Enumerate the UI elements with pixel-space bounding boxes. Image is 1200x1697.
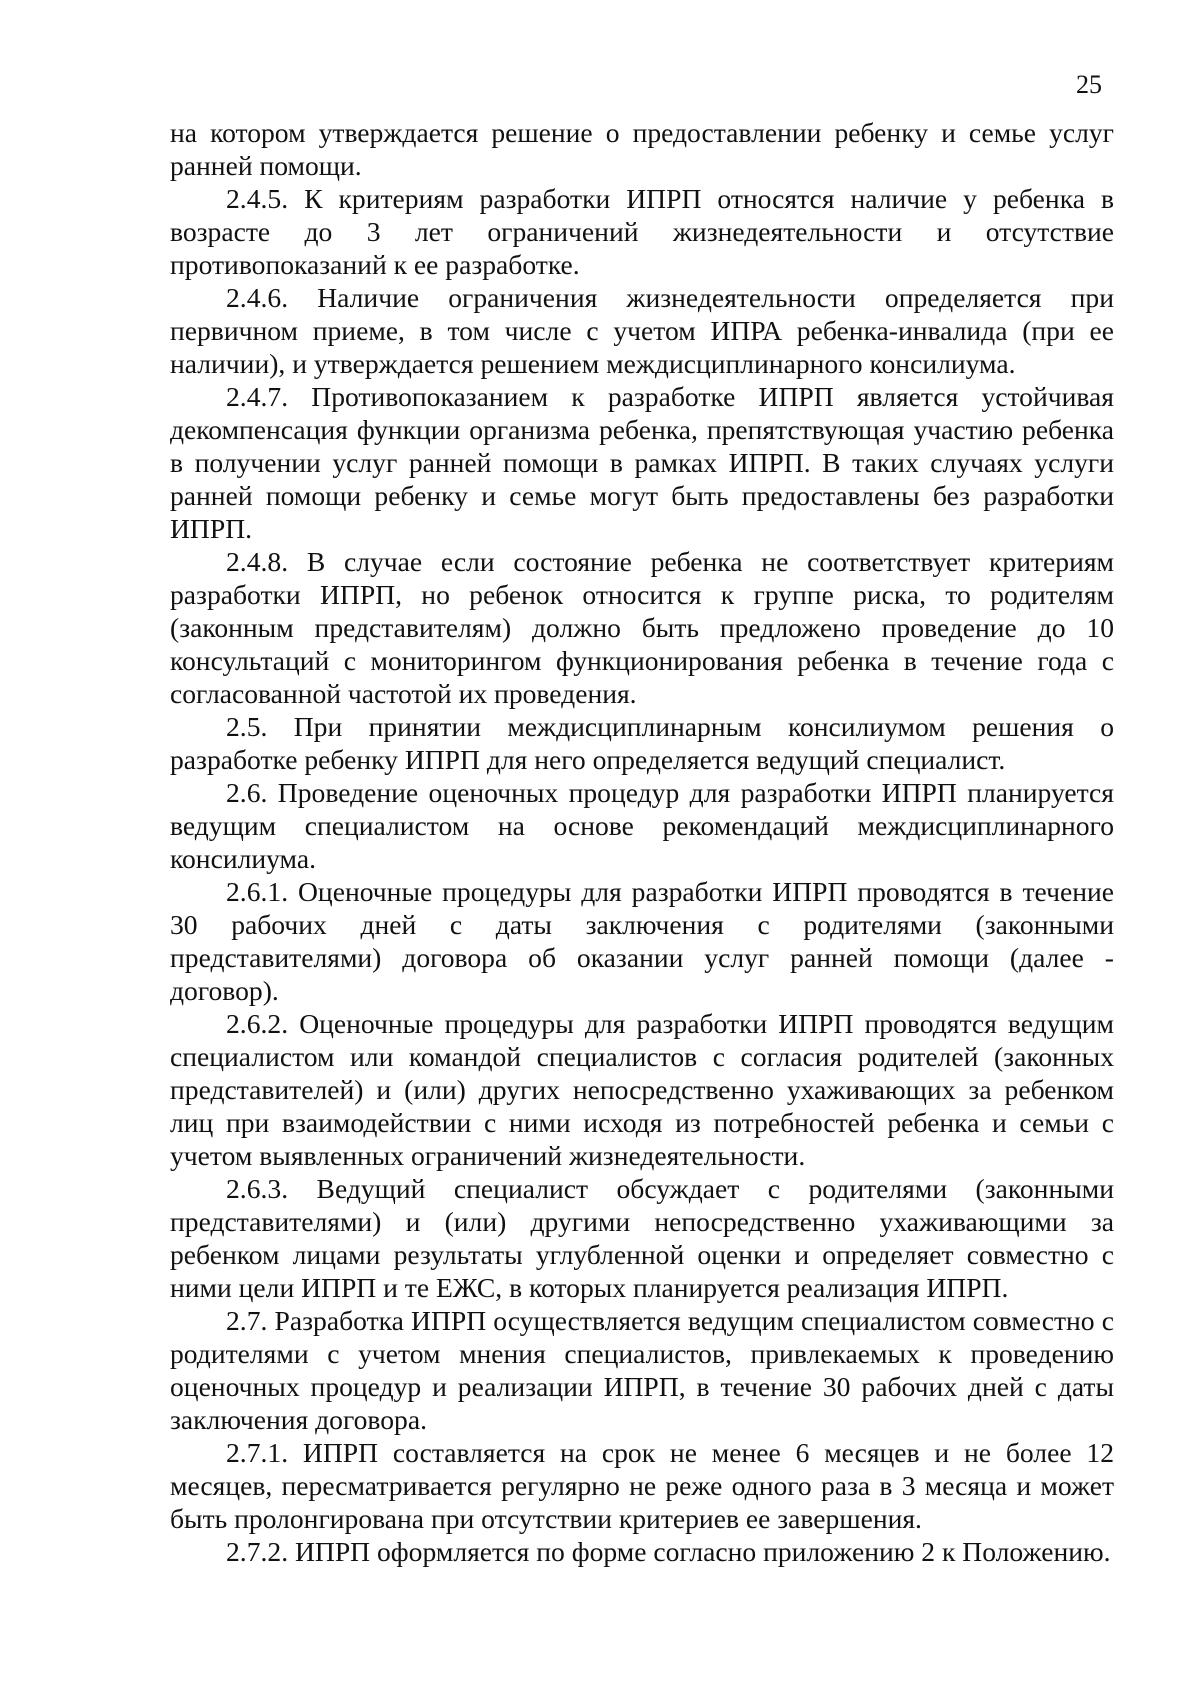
paragraph-2-4-5: 2.4.5. К критериям разработки ИПРП относятся наличие у ребенка в возрасте до 3 лет ограничений жизнедеятельности и отсутствие противопоказаний к ее разработке.	[170, 183, 1114, 280]
paragraph-2-5: 2.5. При принятии междисциплинарным консилиумом решения о разработке ребенку ИПРП для него определяется ведущий специалист.	[170, 711, 1114, 775]
paragraph-2-6: 2.6. Проведение оценочных процедур для разработки ИПРП планируется ведущим специалистом на основе рекомендаций междисциплинарного консилиума.	[170, 777, 1114, 874]
paragraph-2-4-8: 2.4.8. В случае если состояние ребенка не соответствует критериям разработки ИПРП, но ребенок относится к группе риска, то родителям (законным представителям) должно быть предложено проведение до 10 консультаций с мониторингом функционирования ребенка в течение года с согласованной частотой их проведения.	[170, 546, 1114, 709]
paragraph-2-4-6: 2.4.6. Наличие ограничения жизнедеятельности определяется при первичном приеме, в том числе с учетом ИПРА ребенка-инвалида (при ее наличии), и утверждается решением междисциплинарного консилиума.	[170, 282, 1114, 379]
paragraph-2-7-1: 2.7.1. ИПРП составляется на срок не менее 6 месяцев и не более 12 месяцев, пересматривается регулярно не реже одного раза в 3 месяца и может быть пролонгирована при отсутствии критериев ее завершения.	[170, 1437, 1114, 1534]
paragraph-2-7: 2.7. Разработка ИПРП осуществляется ведущим специалистом совместно с родителями с учетом мнения специалистов, привлекаемых к проведению оценочных процедур и реализации ИПРП, в течение 30 рабочих дней с даты заключения договора.	[170, 1305, 1114, 1435]
document-body	[170, 116, 1114, 1568]
paragraph-2-6-1: 2.6.1. Оценочные процедуры для разработки ИПРП проводятся в течение 30 рабочих дней с даты заключения с родителями (законными представителями) договора об оказании услуг ранней помощи (далее - договор).	[170, 876, 1114, 1006]
paragraph-2-6-2: 2.6.2. Оценочные процедуры для разработки ИПРП проводятся ведущим специалистом или командой специалистов с согласия родителей (законных представителей) и (или) других непосредственно ухаживающих за ребенком лиц при взаимодействии с ними исходя из потребностей ребенка и семьи с учетом выявленных ограничений жизнедеятельности.	[170, 1008, 1114, 1171]
page-number: 25	[1076, 70, 1102, 99]
paragraph-2-7-2: 2.7.2. ИПРП оформляется по форме согласно приложению 2 к Положению.	[226, 1536, 1111, 1567]
paragraph-continuation: на котором утверждается решение о предоставлении ребенку и семье услуг ранней помощи.	[170, 117, 1114, 181]
paragraph-2-4-7: 2.4.7. Противопоказанием к разработке ИПРП является устойчивая декомпенсация функции организма ребенка, препятствующая участию ребенка в получении услуг ранней помощи в рамках ИПРП. В таких случаях услуги ранней помощи ребенку и семье могут быть предоставлены без разработки ИПРП.	[170, 381, 1114, 544]
paragraph-2-6-3: 2.6.3. Ведущий специалист обсуждает с родителями (законными представителями) и (или) другими непосредственно ухаживающими за ребенком лицами результаты углубленной оценки и определяет совместно с ними цели ИПРП и те ЕЖС, в которых планируется реализация ИПРП.	[170, 1173, 1114, 1303]
